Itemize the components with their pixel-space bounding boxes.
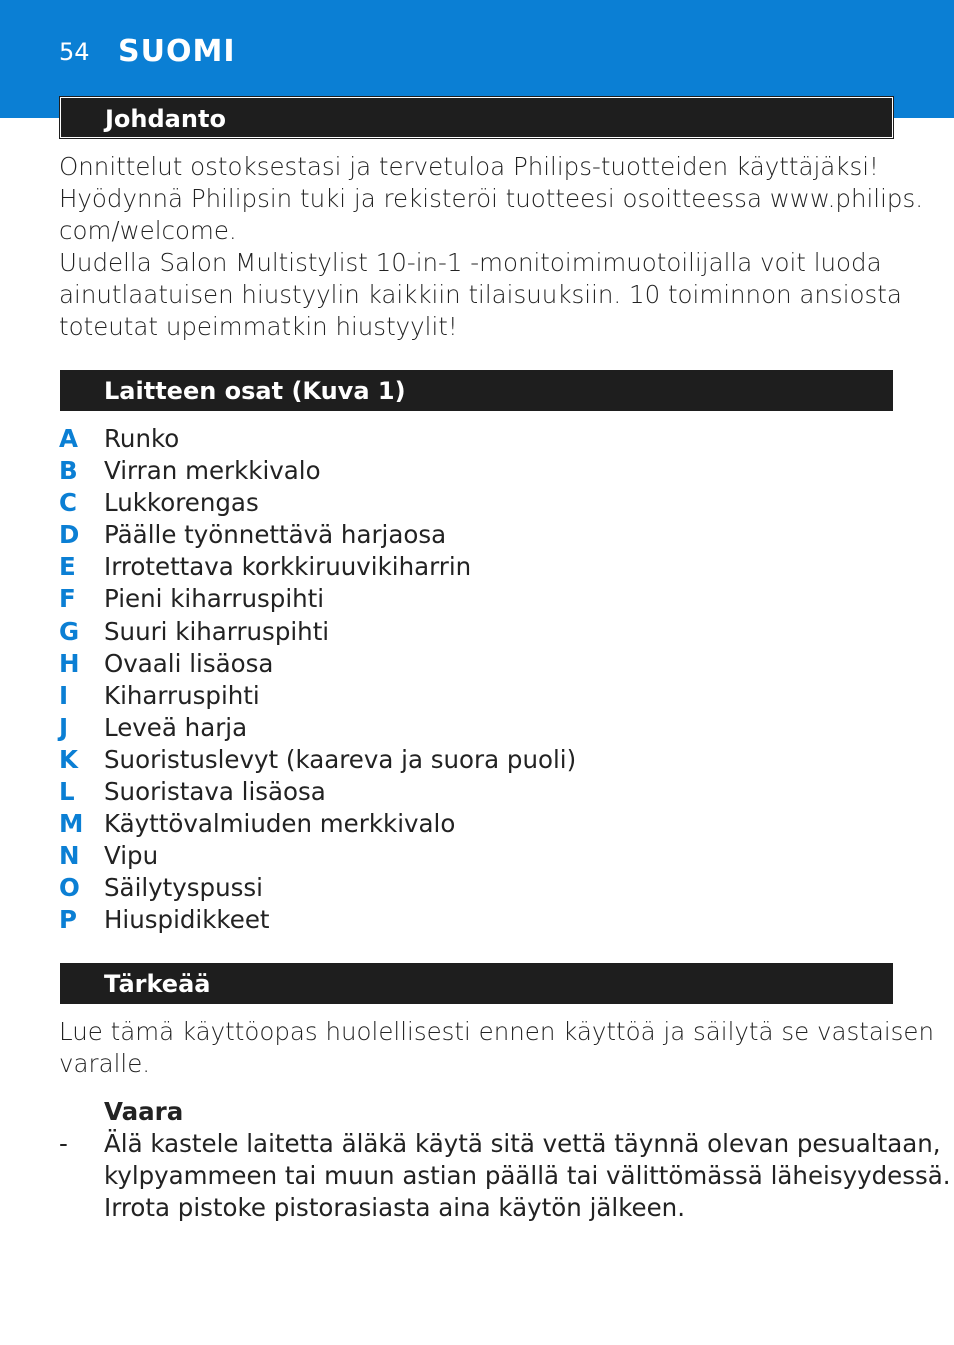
list-item [59, 423, 576, 455]
part-name: Virran merkkivalo [104, 456, 321, 486]
list-item [59, 744, 576, 776]
part-letter: J [59, 712, 69, 742]
part-name: Suuri kiharruspihti [104, 616, 330, 646]
section-heading-intro: Johdanto [60, 97, 893, 138]
intro-line: Uudella Salon Multistylist 10-in-1 -monitoimimuotoilijalla voit luoda [59, 248, 882, 277]
list-item [59, 583, 576, 615]
part-name: Säilytyspussi [104, 873, 263, 903]
part-letter: L [59, 777, 75, 807]
part-name: Vipu [104, 841, 159, 871]
list-item [59, 872, 576, 904]
parts-list [59, 423, 576, 937]
intro-line: com/welcome. [59, 216, 237, 245]
danger-line: Älä kastele laitetta äläkä käytä sitä vettä täynnä olevan pesualtaan, [104, 1129, 941, 1158]
part-letter: A [59, 424, 78, 453]
list-item [59, 776, 576, 808]
section-heading-important: Tärkeää [60, 963, 893, 1004]
list-item [59, 487, 576, 519]
danger-line: kylpyammeen tai muun astian päällä tai välittömässä läheisyydessä. [104, 1161, 951, 1190]
page-number: 54 [59, 38, 90, 66]
part-name: Kiharruspihti [104, 680, 260, 710]
language-title: SUOMI [118, 34, 236, 69]
part-name: Leveä harja [104, 712, 248, 742]
intro-line: Hyödynnä Philipsin tuki ja rekisteröi tuotteesi osoitteessa www.philips. [59, 184, 924, 213]
part-letter: F [59, 584, 76, 614]
part-name: Suoristuslevyt (kaareva ja suora puoli) [104, 744, 577, 774]
part-name: Pieni kiharruspihti [104, 584, 325, 614]
part-letter: B [59, 456, 78, 486]
important-paragraph [59, 1016, 935, 1080]
part-name: Ovaali lisäosa [104, 648, 274, 678]
part-letter: H [59, 648, 80, 678]
section-heading-parts: Laitteen osat (Kuva 1) [60, 370, 893, 411]
list-item [59, 712, 576, 744]
part-name: Hiuspidikkeet [104, 905, 270, 935]
part-letter: E [59, 552, 76, 582]
list-item [59, 840, 576, 872]
list-item [59, 680, 576, 712]
part-letter: P [59, 905, 77, 935]
part-letter: G [59, 616, 80, 646]
intro-line: ainutlaatuisen hiustyylin kaikkiin tilaisuuksiin. 10 toiminnon ansiosta [59, 280, 902, 309]
intro-paragraph [59, 151, 924, 343]
part-letter: O [59, 873, 80, 903]
part-letter: I [59, 680, 69, 710]
part-letter: C [59, 488, 77, 518]
important-line: Lue tämä käyttöopas huolellisesti ennen käyttöä ja säilytä se vastaisen [59, 1017, 935, 1046]
part-name: Runko [104, 424, 180, 453]
intro-line: Onnittelut ostoksestasi ja tervetuloa Philips-tuotteiden käyttäjäksi! [59, 152, 879, 181]
important-line: varalle. [59, 1049, 151, 1078]
list-item [59, 808, 576, 840]
danger-list-item [59, 1128, 951, 1224]
list-item [59, 519, 576, 551]
part-name: Käyttövalmiuden merkkivalo [104, 809, 456, 839]
part-letter: M [59, 809, 84, 839]
part-name: Irrotettava korkkiruuvikiharrin [104, 552, 472, 582]
list-item [59, 904, 576, 936]
list-dash: - [59, 1129, 68, 1158]
part-letter: N [59, 841, 80, 871]
part-letter: D [59, 520, 80, 550]
part-name: Suoristava lisäosa [104, 777, 326, 807]
part-name: Lukkorengas [104, 488, 259, 518]
part-letter: K [59, 744, 78, 774]
list-item [59, 648, 576, 680]
list-item [59, 455, 576, 487]
list-item [59, 616, 576, 648]
intro-line: toteutat upeimmatkin hiustyylit! [59, 312, 458, 341]
list-item [59, 551, 576, 583]
danger-text [104, 1128, 951, 1224]
danger-heading: Vaara [104, 1097, 184, 1126]
danger-line: Irrota pistoke pistorasiasta aina käytön jälkeen. [104, 1193, 685, 1222]
part-name: Päälle työnnettävä harjaosa [104, 520, 447, 550]
